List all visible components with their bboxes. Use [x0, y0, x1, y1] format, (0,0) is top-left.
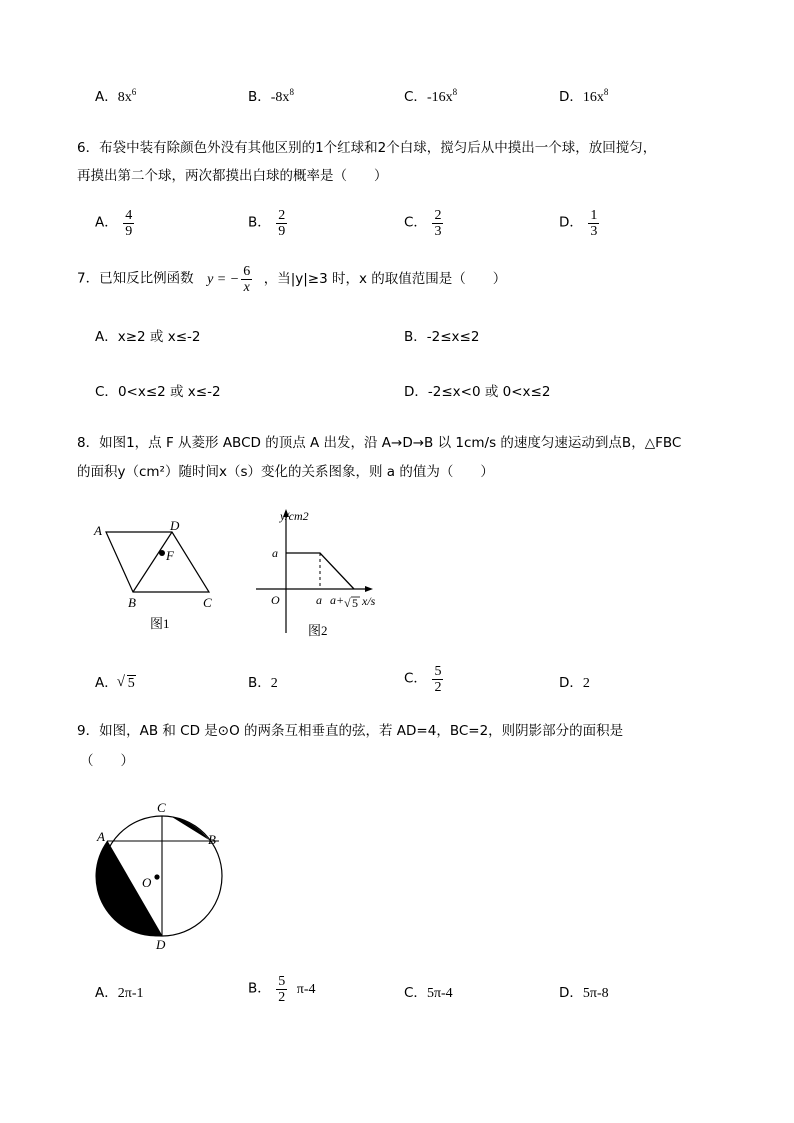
q7-option-a: A．x≥2 或 x≤-2: [95, 329, 201, 345]
q9-option-c: C．5π-4: [404, 985, 453, 1001]
x-axis-arrow: [365, 586, 373, 592]
label-c: C: [203, 595, 212, 610]
q6-stem-line2: 再摸出第二个球，两次都摸出白球的概率是（ ）: [77, 168, 388, 184]
fraction: $\frac{5}{2}$: [434, 664, 442, 695]
label-b: B: [208, 832, 216, 847]
q8-option-c: C． $\frac{5}{2}$: [404, 664, 442, 695]
q7-stem: 7．已知反比例函数 y = − $\frac{6}{x}$ ，当|y|≥3 时，x 的取值范围是（ ）: [77, 264, 507, 295]
y-axis-label: y/cm2: [280, 509, 309, 523]
q6-option-d: D． $\frac{1}{3}$: [559, 208, 598, 239]
label-sqrt5: 5: [352, 596, 358, 610]
label-a: A: [97, 829, 105, 844]
fraction: $\frac{6}{x}$: [243, 264, 251, 295]
q5-option-a: A．$8x^6$: [95, 87, 137, 105]
q8-option-d: D．2: [559, 675, 590, 691]
q5-option-b: B．$-8x^8$: [248, 87, 294, 105]
q7-option-c: C．0<x≤2 或 x≤-2: [95, 384, 221, 400]
q5-option-d: D．$16x^8$: [559, 87, 609, 105]
fraction: $\frac{1}{3}$: [590, 208, 598, 239]
label-d: D: [156, 937, 166, 952]
label-b: B: [128, 595, 136, 610]
q9-option-d: D．5π-8: [559, 985, 609, 1001]
label-origin: O: [271, 593, 280, 607]
fraction: $\frac{2}{9}$: [278, 208, 286, 239]
label-a-plus: a+: [330, 593, 345, 607]
q8-figure1-rhombus: [88, 515, 228, 640]
q6-stem-line1: 6．布袋中装有除颜色外没有其他区别的1个红球和2个白球，搅匀后从中摸出一个球，放回搅匀，: [77, 140, 657, 156]
center-o: [154, 874, 159, 879]
q7-option-b: B．-2≤x≤2: [404, 329, 480, 345]
label-a-y: a: [272, 546, 278, 560]
q7-option-d: D．-2≤x<0 或 0<x≤2: [404, 384, 551, 400]
fraction: $\frac{2}{3}$: [434, 208, 442, 239]
q9-stem-line1: 9．如图，AB 和 CD 是⊙O 的两条互相垂直的弦，若 AD=4，BC=2，则阴影部分的面积是: [77, 723, 624, 739]
q8-option-a: A．√ 5: [95, 674, 136, 693]
q9-figure-circle: [88, 796, 238, 956]
q6-option-c: C． $\frac{2}{3}$: [404, 208, 442, 239]
label-a: A: [94, 523, 102, 538]
q6-option-b: B． $\frac{2}{9}$: [248, 208, 286, 239]
rhombus-outline: [106, 532, 209, 592]
sqrt-sign: √: [344, 596, 351, 610]
fraction: $\frac{5}{2}$: [278, 974, 286, 1005]
label-o: O: [142, 875, 152, 890]
label-c: C: [157, 800, 166, 815]
q5-option-c: C．$-16x^8$: [404, 87, 458, 105]
x-axis-label: x/s: [362, 594, 376, 608]
q8-stem-line2: 的面积y（cm²）随时间x（s）变化的关系图象，则 a 的值为（ ）: [77, 464, 494, 480]
label-f: F: [166, 548, 174, 563]
q9-stem-line2: （ ）: [80, 753, 134, 769]
figure2-caption: 图2: [308, 623, 328, 638]
figure1-caption: 图1: [150, 616, 170, 631]
q8-stem-line1: 8．如图1，点 F 从菱形 ABCD 的顶点 A 出发，沿 A→D→B 以 1cm/s 的速度匀速运动到点B，△FBC: [77, 435, 682, 451]
point-f: [159, 550, 165, 556]
fraction: $\frac{4}{9}$: [125, 208, 133, 239]
label-d: D: [170, 518, 180, 533]
q8-option-b: B．2: [248, 675, 278, 691]
q9-option-a: A．2π-1: [95, 985, 144, 1001]
q8-figure2-graph: [250, 505, 390, 640]
q6-option-a: A． $\frac{4}{9}$: [95, 208, 133, 239]
shaded-segment-cb: [172, 817, 209, 840]
q9-option-b: B． $\frac{5}{2}$ π-4: [248, 974, 316, 1005]
label-a-x: a: [316, 593, 322, 607]
